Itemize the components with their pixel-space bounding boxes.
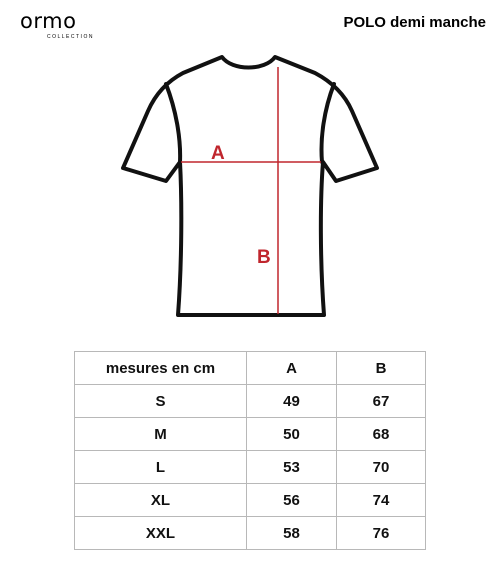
product-title: POLO demi manche — [343, 14, 486, 31]
size-cell: S — [75, 385, 247, 418]
brand-name: ormo — [20, 9, 77, 33]
value-b-cell: 70 — [337, 451, 426, 484]
table-header-row — [75, 352, 426, 385]
tshirt-outline — [123, 57, 377, 315]
measure-label-b: B — [257, 247, 271, 268]
value-b-cell: 68 — [337, 418, 426, 451]
header-measures: mesures en cm — [75, 352, 247, 385]
value-b-cell: 67 — [337, 385, 426, 418]
table-row — [75, 418, 426, 451]
value-a-cell: 56 — [247, 484, 337, 517]
measure-label-a: A — [211, 143, 225, 164]
size-chart-table — [74, 351, 426, 550]
size-cell: XXL — [75, 517, 247, 550]
size-cell: XL — [75, 484, 247, 517]
table-row — [75, 517, 426, 550]
value-a-cell: 50 — [247, 418, 337, 451]
value-a-cell: 49 — [247, 385, 337, 418]
size-cell: M — [75, 418, 247, 451]
value-b-cell: 74 — [337, 484, 426, 517]
size-cell: L — [75, 451, 247, 484]
value-a-cell: 53 — [247, 451, 337, 484]
header-a: A — [247, 352, 337, 385]
value-b-cell: 76 — [337, 517, 426, 550]
table-row — [75, 385, 426, 418]
header-b: B — [337, 352, 426, 385]
table-row — [75, 451, 426, 484]
value-a-cell: 58 — [247, 517, 337, 550]
table-row — [75, 484, 426, 517]
brand-subtitle: COLLECTION — [47, 34, 94, 40]
